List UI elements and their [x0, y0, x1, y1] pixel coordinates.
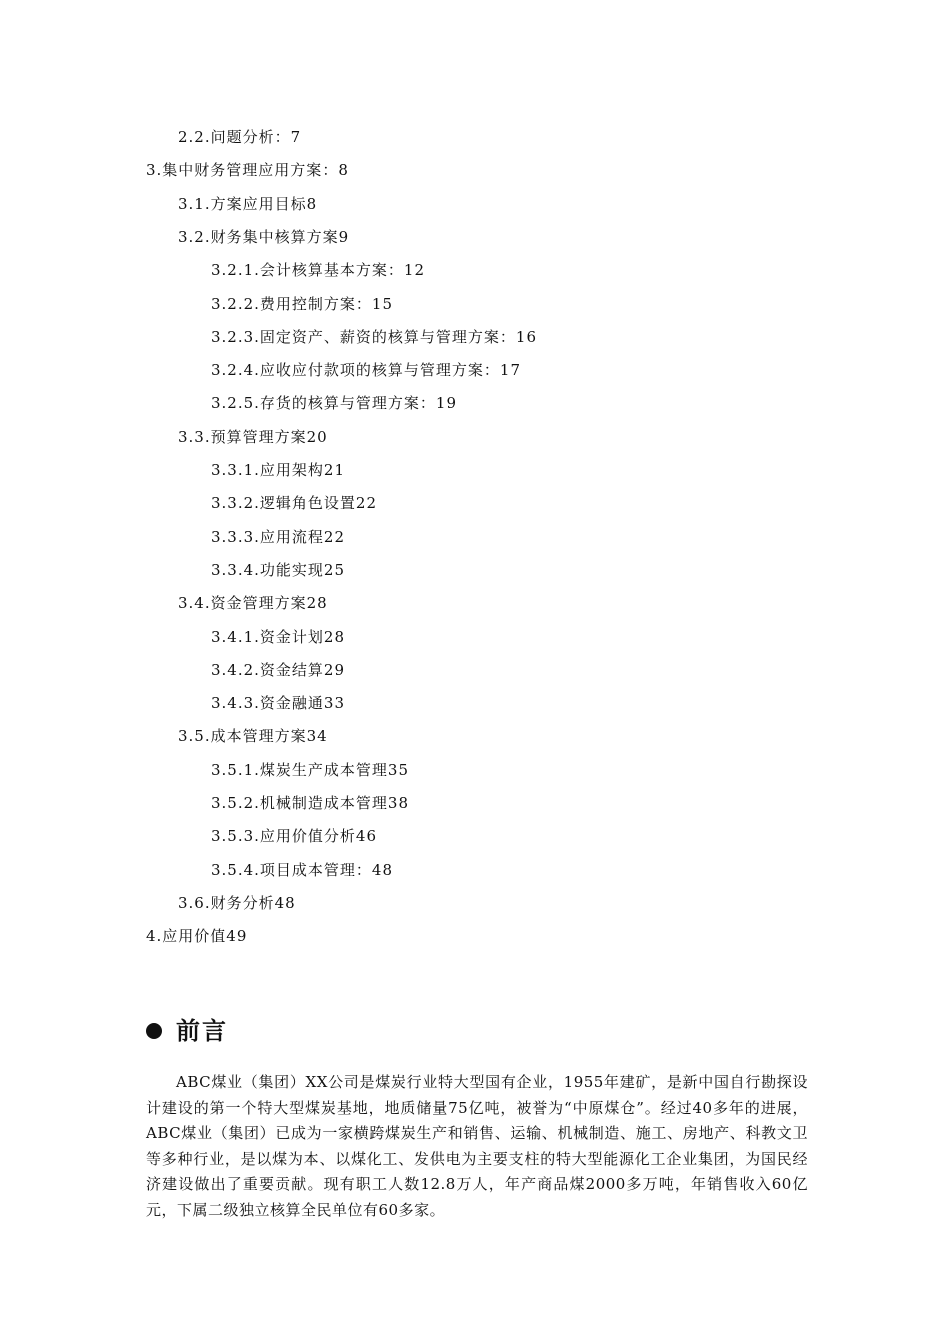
- toc-entry[interactable]: 3.4.1.资金计划28: [211, 627, 346, 646]
- toc-entry[interactable]: 3.5.3.应用价值分析46: [211, 827, 378, 846]
- toc-entry[interactable]: 3.2.5.存货的核算与管理方案：19: [211, 394, 458, 413]
- toc-entry[interactable]: 3.4.3.资金融通33: [211, 694, 346, 713]
- toc-entry[interactable]: 3.5.1.煤炭生产成本管理35: [211, 760, 410, 779]
- preface-heading: [146, 1014, 228, 1048]
- toc-entry[interactable]: 4.应用价值49: [146, 927, 248, 946]
- toc-entry[interactable]: 3.2.1.会计核算基本方案：12: [211, 261, 426, 280]
- toc-entry[interactable]: 3.3.2.逻辑角色设置22: [211, 494, 378, 513]
- toc-entry[interactable]: 3.3.1.应用架构21: [211, 461, 346, 479]
- toc-entry[interactable]: 3.3.3.应用流程22: [211, 527, 346, 546]
- toc-entry[interactable]: 3.3.预算管理方案20: [178, 427, 328, 446]
- toc-entry[interactable]: 3.5.成本管理方案34: [178, 727, 328, 746]
- preface-paragraph: ABC煤业（集团）XX公司是煤炭行业特大型国有企业，1955年建矿，是新中国自行勘探设计建设的第一个特大型煤炭基地，地质储量75亿吨，被誉为“中原煤仓”。经过40多年的进展，ABC煤业（集团）已成为一家横跨煤炭生产和销售、运输、机械制造、施工、房地产、科教文卫等多种行业，是以煤为本、以煤化工、发供电为主要支柱的特大型能源化工企业集团，为国民经济建设做出了重要贡献。现有职工人数12.8万人，年产商品煤2000多万吨，年销售收入60亿元，下属二级独立核算全民单位有60多家。: [146, 1073, 808, 1219]
- toc-entry[interactable]: 3.5.4.项目成本管理：48: [211, 860, 394, 879]
- toc-entry[interactable]: 3.集中财务管理应用方案：8: [146, 161, 349, 180]
- toc-entry[interactable]: 3.4.2.资金结算29: [211, 660, 346, 679]
- toc-entry[interactable]: 3.4.资金管理方案28: [178, 594, 328, 613]
- toc-entry[interactable]: 3.2.3.固定资产、薪资的核算与管理方案：16: [211, 327, 538, 346]
- toc-entry[interactable]: 3.2.4.应收应付款项的核算与管理方案：17: [211, 361, 522, 380]
- preface-title: 前言: [176, 1016, 228, 1045]
- bullet-icon: [146, 1023, 162, 1039]
- toc-entry[interactable]: 3.1.方案应用目标8: [178, 194, 318, 213]
- toc-entry[interactable]: 3.6.财务分析48: [178, 893, 296, 912]
- toc-entry[interactable]: 3.3.4.功能实现25: [211, 560, 346, 579]
- toc-entry[interactable]: 3.2.2.费用控制方案：15: [211, 294, 394, 313]
- toc-entry[interactable]: 2.2.问题分析：7: [178, 128, 302, 146]
- toc-entry[interactable]: 3.2.财务集中核算方案9: [178, 227, 350, 246]
- toc-entry[interactable]: 3.5.2.机械制造成本管理38: [211, 794, 410, 812]
